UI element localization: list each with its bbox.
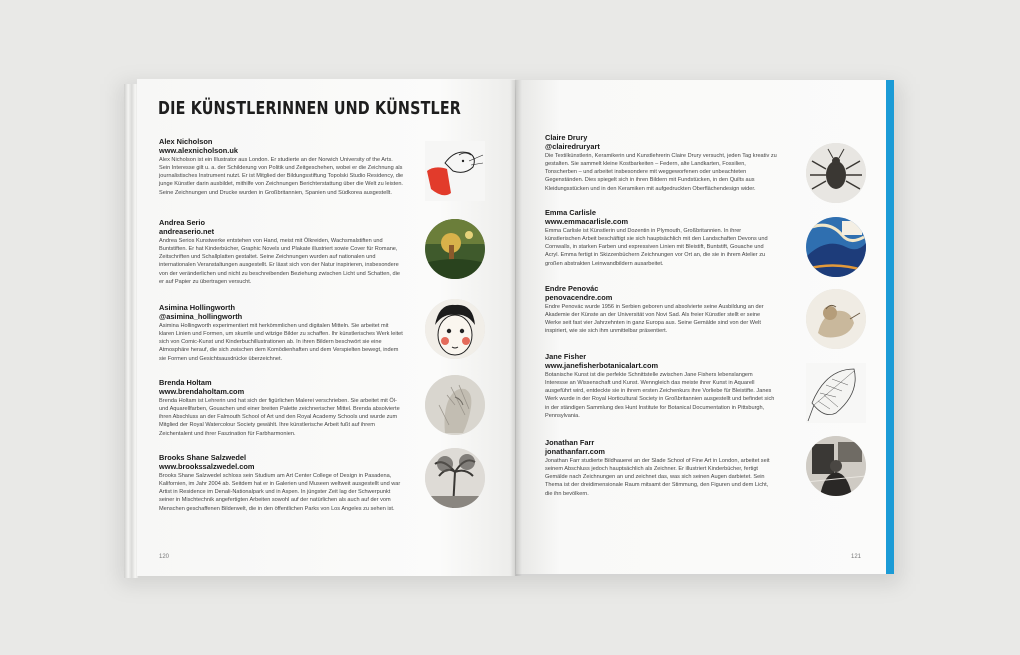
artist-entry-claire-drury: [545, 133, 777, 193]
artist-url: @clairedruryart: [545, 142, 600, 152]
artist-name: Brenda Holtam: [159, 378, 212, 387]
artist-url: jonathanfarr.com: [545, 447, 605, 457]
artwork-thumbnail-andrea-serio: [425, 219, 485, 279]
artist-url: andreaserio.net: [159, 227, 215, 237]
artist-name: Alex Nicholson: [159, 137, 213, 146]
artwork-thumbnail-emma-carlisle: [806, 217, 866, 277]
artist-bio: Emma Carlisle ist Künstlerin und Dozentin in Plymouth, Großbritannien. In ihrer künstlerischen Arbeit beschäftigt sie sich hauptsächlich mit den Landschaften Devons und Cornwalls, in starken Farben und expressiven Linien mit Bleistift, Buntstift, Gouache und Acryl. Emma fertigt in Skizzenbüchern Zeichnungen vor Ort an, die sie in ihrem Atelier zu großen abstrakten Leinwandbildern ausarbeitet.: [545, 227, 768, 267]
page-number-left: 120: [159, 554, 170, 560]
artist-entry-jonathan-farr: [545, 438, 777, 498]
artist-name: Brooks Shane Salzwedel: [159, 453, 247, 462]
artist-entry-brenda-holtam: [159, 378, 404, 438]
artist-entry-brooks-shane-salzwedel: [159, 453, 404, 513]
artwork-thumbnail-jonathan-farr: [806, 436, 866, 496]
artist-bio: Botanische Kunst ist die perfekte Schnittstelle zwischen Jane Fishers lebenslangem Interesse an Wissenschaft und Kunst. Wenngleich das meiste ihrer Kunst in Aquarell ausgeführt wird, entdeckte sie in ihrem ersten Zeichenkurs ihre Vorliebe für Bleistifte. Janes Werk wurde in der Royal Horticultural Society in Großbritannien ausgestellt und befindet sich in der ständigen Sammlung des Hunt Institute for Botanical Documentation in Pittsburgh, Pennsylvania.: [545, 371, 775, 419]
artist-bio: Die Textilkünstlerin, Keramikerin und Kunstlehrerin Claire Drury versucht, jeden Tag kreativ zu gestalten. Sie sammelt kleine Kostbarkeiten – Federn, alte Landkarten, Fossilien, Tonscherben – und arbeitet insbesondere mit weggeworfenen oder unbeachteten Gegenständen. Dies spiegelt sich in ihren Bildern mit Fundstücken, in den Quilts aus Kleidungsstücken und in den Keramiken mit aufgedruckten Oberflächendesign wider.: [545, 152, 777, 192]
artist-entry-alex-nicholson: [159, 137, 404, 197]
artist-url: www.alexnicholson.uk: [159, 146, 238, 156]
artist-bio: Alex Nicholson ist ein Illustrator aus London. Er studierte an der Norwich University of the Arts. Sein Interesse gilt u. a. der Schilderung von Politik und Zeitgeschehen, wobei er die Zeichnung als journalistisches Instrument nutzt. Er ist Mitglied der Bildungsstiftung Topolski Studio Residency, die junge Künstler darin ausbildet, mithilfe von Zeichnungen Berichterstattung über die Welt zu leisten. Seine Zeichnungen und Drucke wurden in Großbritannien, Spanien und Südkorea ausgestellt.: [159, 156, 404, 196]
artwork-thumbnail-endre-penovac: [806, 289, 866, 349]
artist-url: www.brookssalzwedel.com: [159, 462, 255, 472]
artist-name: Andrea Serio: [159, 218, 206, 227]
artist-entry-andrea-serio: [159, 218, 404, 286]
artwork-thumbnail-brooks-shane-salzwedel: [425, 448, 485, 508]
page-heading: DIE KÜNSTLERINNEN UND KÜNSTLER: [158, 99, 462, 119]
artist-entry-endre-penovac: [545, 284, 777, 336]
artist-entry-emma-carlisle: [545, 208, 777, 268]
artist-name: Claire Drury: [545, 133, 588, 142]
artwork-thumbnail-claire-drury: [806, 143, 866, 203]
artist-name: Asimina Hollingworth: [159, 303, 235, 312]
artwork-thumbnail-asimina-hollingworth: [425, 299, 485, 359]
artist-bio: Asimina Hollingworth experimentiert mit herkömmlichen und digitalen Mitteln. Sie arbeitet mit klaren Linien und Formen, um skurrile und witzige Bilder zu schaffen. Ihr künstlerisches Werk leitet sich von Comic-Kunst und Kinderbuchillustrationen ab. In ihren Bildern beschwört sie eine Atmosphäre herauf, die sich zwischen dem Komödienhaften und dem Verspielten bewegt, indem sie Formen und Gesichtsausdrücke überzeichnet.: [159, 322, 403, 362]
artist-entry-asimina-hollingworth: [159, 303, 404, 363]
artist-name: Jane Fisher: [545, 352, 587, 361]
artist-url: www.brendaholtam.com: [159, 387, 245, 397]
artist-bio: Jonathan Farr studierte Bildhauerei an der Slade School of Fine Art in London, arbeitet seit seinem Abschluss jedoch hauptsächlich als Zeichner. Er illustriert Kinderbücher, fertigt Gemälde nach Zeichnungen an und zeichnet das, was sich seinen Augen darbietet. Sein Thema ist der dreidimensionale Raum mitsamt der Stimmung, den Figuren und dem Licht, die ihn bevölkern.: [545, 457, 770, 497]
artist-bio: Brenda Holtam ist Lehrerin und hat sich der figürlichen Malerei verschrieben. Sie arbeitet mit Öl- und Aquarellfarben, Gouachen und einer breiten Palette zeichnerischer Mittel. Brenda absolvierte ihren Abschluss an der Falmouth School of Art und den Royal Academy Schools und wurde zum Mitglied der Royal Watercolour Society gewählt. Ihre künstlerische Arbeit fußt auf ihrem Zeichentalent und ihrer Faszination für Farbharmonien.: [159, 397, 400, 437]
artwork-thumbnail-alex-nicholson: [425, 141, 485, 201]
artist-bio: Brooks Shane Salzwedel schloss sein Studium am Art Center College of Design in Pasadena, Kalifornien, im Jahr 2004 ab. Seitdem hat er in Galerien und Museen weltweit ausgestellt und war Artist in Residence im Denali-Nationalpark und in Aspen. In jüngster Zeit lag der Schwerpunkt seiner in Mischtechnik angefertigten Arbeiten sowohl auf der natürlichen als auch auf der vom Menschen geschaffenen Bilderwelt, die in den öffentlichen Parks von Los Angeles zu sehen ist.: [159, 472, 401, 512]
artist-url: www.janefisherbotanicalart.com: [545, 361, 659, 371]
artist-name: Endre Penovác: [545, 284, 599, 293]
book-gutter: [510, 80, 522, 576]
artist-url: penovacendre.com: [545, 293, 613, 303]
artist-name: Jonathan Farr: [545, 438, 595, 447]
page-stack-edge: [124, 84, 138, 578]
artist-bio: Andrea Serios Kunstwerke entstehen von Hand, meist mit Ölkreiden, Wachsmalstiften und Buntstiften. Er hat Kinderbücher, Graphic Novels und Plakate illustriert sowie Cover für Romane, Zeitschriften und Schallplatten gestaltet. Seine Zeichnungen wurden auf nationalen und internationalen Veranstaltungen ausgestellt. Er lässt sich von der Natur inspirieren, insbesondere von der veränderlichen und nicht zu beschreibenden Beziehung zwischen Licht und Schatten, die er auf Papier zu übertragen versucht.: [159, 237, 401, 285]
artist-entry-jane-fisher: [545, 352, 777, 420]
artist-bio: Endre Penovác wurde 1956 in Serbien geboren und absolvierte seine Ausbildung an der Akademie der Künste an der Universität von Novi Sad. Als freier Künstler stellt er seine Werke seit fast vier Jahrzehnten in ganz Europa aus. Seine Gemälde sind von der Welt inspiriert, wie sie sich ihm unmittelbar präsentiert.: [545, 303, 764, 335]
artwork-thumbnail-jane-fisher: [806, 363, 866, 423]
artist-url: www.emmacarlisle.com: [545, 217, 629, 227]
artwork-thumbnail-brenda-holtam: [425, 375, 485, 435]
page-number-right: 121: [851, 554, 862, 560]
artist-name: Emma Carlisle: [545, 208, 596, 217]
artist-url: @asimina_hollingworth: [159, 312, 243, 322]
